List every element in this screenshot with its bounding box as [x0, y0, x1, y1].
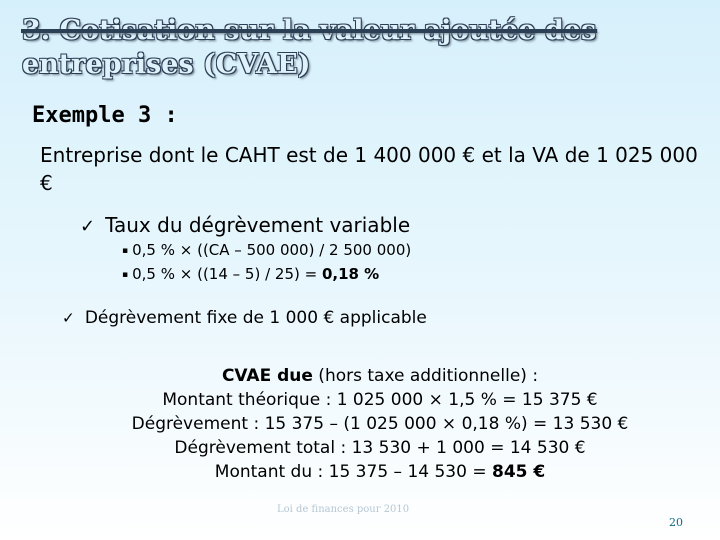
calc-result: 845 € [491, 462, 546, 482]
slide-title [22, 14, 702, 82]
square-bullet-icon: ▪ [122, 270, 129, 280]
cvae-calculation [60, 364, 700, 484]
slide-title-line-2: entreprises (CVAE) [22, 49, 311, 80]
example-heading: Exemple 3 : [32, 103, 178, 128]
calc-line-degrevement: Dégrèvement : 15 375 – (1 025 000 × 0,18 %) = 13 530 € [131, 414, 629, 434]
calc-heading-bold: CVAE due [221, 366, 313, 386]
formula-text: 0,5 % × ((CA – 500 000) / 2 500 000) [132, 241, 412, 259]
variable-rate-label: Taux du dégrèvement variable [105, 213, 411, 237]
intro-text: Entreprise dont le CAHT est de 1 400 000 € et la VA de 1 025 000 € [40, 143, 698, 195]
page-number: 20 [669, 516, 683, 529]
fixed-relief-item [62, 308, 427, 328]
calc-heading-rest: (hors taxe additionnelle) : [312, 366, 539, 386]
calc-line-total: Dégrèvement total : 13 530 + 1 000 = 14 530 € [174, 438, 586, 458]
calc-line-du-prefix: Montant du : 15 375 – 14 530 = [214, 462, 492, 482]
variable-rate-item [80, 213, 410, 237]
footer-text: Loi de finances pour 2010 [277, 504, 410, 515]
slide-title-line-1: 3. Cotisation sur la valeur ajoutée des [22, 15, 597, 46]
square-bullet-icon: ▪ [122, 246, 129, 256]
formula-item [122, 240, 411, 264]
calc-line-du [60, 460, 700, 484]
fixed-relief-label: Dégrèvement fixe de 1 000 € applicable [84, 308, 427, 328]
formula-list [122, 240, 411, 288]
checkmark-icon: ✓ [62, 309, 75, 327]
formula-text: 0,5 % × ((14 – 5) / 25) = [132, 265, 322, 283]
calc-line-theorique: Montant théorique : 1 025 000 × 1,5 % = 15 375 € [162, 390, 598, 410]
formula-result: 0,18 % [321, 265, 380, 283]
formula-item [122, 264, 411, 288]
calc-heading [60, 364, 700, 388]
checkmark-icon: ✓ [80, 216, 96, 237]
